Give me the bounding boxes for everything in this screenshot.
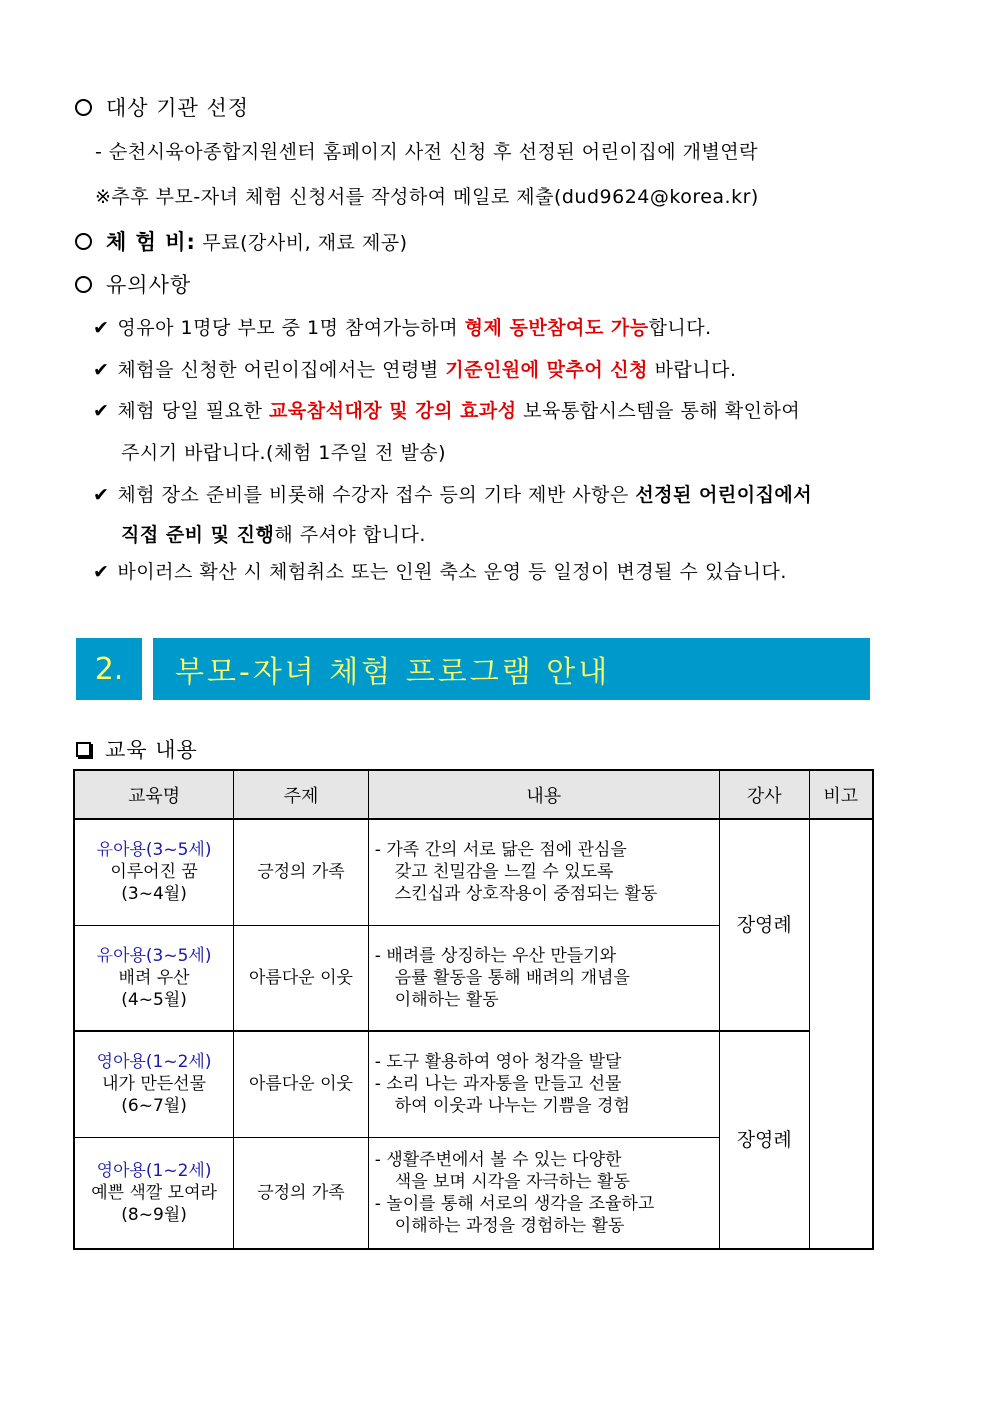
target-line-1: - 순천시육아종합지원센터 홈페이지 사전 신청 후 선정된 어린이집에 개별연락 (95, 141, 759, 163)
target-line-2: ※추후 부모-자녀 체험 신청서를 작성하여 메일로 제출(dud9624@korea.kr) (95, 186, 759, 208)
circle-bullet-icon (75, 276, 92, 293)
circle-bullet-icon (75, 233, 92, 250)
table-header-row (74, 770, 873, 819)
content-cell (368, 925, 719, 1031)
note-item-5 (93, 557, 787, 584)
checkmark-icon: ✔ (93, 561, 110, 583)
content-line: - 도구 활용하여 영아 청각을 발달 (374, 1052, 622, 1073)
note-text: 바이러스 확산 시 체험취소 또는 인원 축소 운영 등 일정이 변경될 수 있습니다. (117, 561, 787, 583)
theme-cell: 긍정의 가족 (234, 1137, 369, 1249)
program-name: 예쁜 색깔 모여라 (91, 1182, 217, 1203)
program-period: (3~4월) (121, 884, 187, 905)
program-name: 내가 만든선물 (102, 1074, 207, 1095)
age-group: 유아용(3~5세) (96, 945, 212, 966)
edu-heading (76, 734, 198, 764)
section-heading-notes (75, 269, 191, 299)
table-row (74, 1031, 873, 1137)
content-line: - 배려를 상징하는 우산 만들기와 (374, 945, 617, 966)
age-group: 영아용(1~2세) (96, 1052, 212, 1073)
note-text: 보육통합시스템을 통해 확인하여 (516, 400, 801, 422)
note-text: 영유아 1명당 부모 중 1명 참여가능하며 (117, 317, 465, 339)
age-group: 유아용(3~5세) (96, 840, 212, 861)
theme-cell: 긍정의 가족 (234, 819, 369, 925)
checkmark-icon: ✔ (93, 317, 110, 339)
content-line: 색을 보며 시각을 자극하는 활동 (394, 1171, 630, 1192)
content-line: 이해하는 활동 (394, 989, 499, 1010)
content-line: 갖고 친밀감을 느낄 수 있도록 (394, 862, 614, 883)
note-item-4-continued (121, 520, 426, 547)
program-name: 배려 우산 (118, 967, 190, 988)
content-line: 음률 활동을 통해 배려의 개념을 (394, 967, 630, 988)
content-line: 스킨십과 상호작용이 중점되는 활동 (394, 884, 658, 905)
program-name: 이루어진 꿈 (110, 862, 198, 883)
note-bold: 선정된 어린이집에서 (635, 484, 813, 506)
content-line: - 생활주변에서 볼 수 있는 다양한 (374, 1149, 622, 1170)
program-period: (4~5월) (121, 989, 187, 1010)
note-text: 합니다. (648, 317, 712, 339)
note-text: 바랍니다. (648, 359, 737, 381)
note-item-4 (93, 480, 812, 507)
content-cell (368, 1031, 719, 1137)
content-line: 이해하는 과정을 경험하는 활동 (394, 1215, 625, 1236)
table-row (74, 819, 873, 925)
section-title-banner: 부모-자녀 체험 프로그램 안내 (153, 638, 870, 700)
col-header-name: 교육명 (74, 770, 234, 819)
program-name-cell (74, 925, 234, 1031)
note-cell (809, 819, 873, 1249)
program-period: (6~7월) (121, 1096, 187, 1117)
fee-label: 체 험 비: (106, 230, 196, 254)
note-text: 체험 장소 준비를 비롯해 수강자 접수 등의 기타 제반 사항은 (117, 484, 636, 506)
note-emphasis: 교육참석대장 및 강의 효과성 (269, 400, 517, 422)
education-table (73, 769, 874, 1250)
section-number-badge: 2. (76, 638, 142, 700)
note-bold: 직접 준비 및 진행 (121, 524, 275, 546)
section-heading-fee (75, 226, 408, 256)
circle-bullet-icon (75, 99, 92, 116)
note-text: 체험 당일 필요한 (117, 400, 270, 422)
square-bullet-icon (76, 742, 91, 757)
checkmark-icon: ✔ (93, 359, 110, 381)
content-cell (368, 1137, 719, 1249)
col-header-instructor: 강사 (719, 770, 809, 819)
note-item-2 (93, 355, 737, 382)
note-item-3 (93, 396, 800, 423)
program-name-cell (74, 1031, 234, 1137)
note-item-3-continued: 주시기 바랍니다.(체험 1주일 전 발송) (121, 442, 447, 464)
heading-text: 대상 기관 선정 (106, 96, 250, 120)
content-line: 하여 이웃과 나누는 기쁨을 경험 (394, 1096, 630, 1117)
program-name-cell (74, 1137, 234, 1249)
instructor-cell: 장영례 (719, 819, 809, 1031)
col-header-theme: 주제 (234, 770, 369, 819)
program-name-cell (74, 819, 234, 925)
content-line: - 소리 나는 과자통을 만들고 선물 (374, 1074, 622, 1095)
section-heading-target (75, 92, 249, 122)
heading-text: 유의사항 (106, 273, 192, 297)
note-text: 체험을 신청한 어린이집에서는 연령별 (117, 359, 446, 381)
note-emphasis: 형제 동반참여도 가능 (464, 317, 649, 339)
age-group: 영아용(1~2세) (96, 1160, 212, 1181)
content-line: - 가족 간의 서로 닮은 점에 관심을 (374, 840, 627, 861)
heading-text: 교육 내용 (105, 738, 198, 762)
fee-value: 무료(강사비, 재료 제공) (195, 232, 408, 254)
col-header-note: 비고 (809, 770, 873, 819)
program-period: (8~9월) (121, 1204, 187, 1225)
note-emphasis: 기준인원에 맞추어 신청 (445, 359, 649, 381)
content-cell (368, 819, 719, 925)
checkmark-icon: ✔ (93, 484, 110, 506)
instructor-cell: 장영례 (719, 1031, 809, 1249)
note-item-1 (93, 313, 712, 340)
checkmark-icon: ✔ (93, 400, 110, 422)
content-line: - 놀이를 통해 서로의 생각을 조율하고 (374, 1193, 655, 1214)
theme-cell: 아름다운 이웃 (234, 925, 369, 1031)
theme-cell: 아름다운 이웃 (234, 1031, 369, 1137)
note-text: 해 주셔야 합니다. (274, 524, 426, 546)
col-header-content: 내용 (368, 770, 719, 819)
